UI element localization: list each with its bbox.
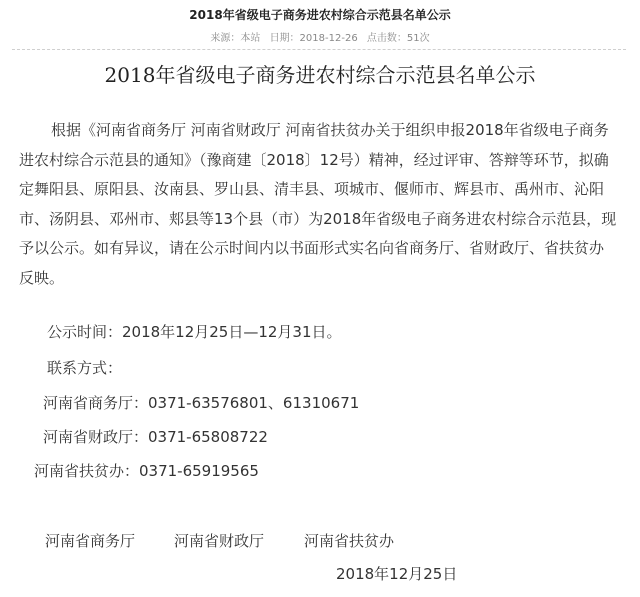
contact-label: 联系方式： <box>47 359 123 377</box>
signature-poverty: 河南省扶贫办 <box>304 532 395 550</box>
article-body-paragraph: 根据《河南省商务厅 河南省财政厅 河南省扶贫办关于组织申报2018年省级电子商务进农村综合示范县的通知》（豫商建〔2018〕12号）精神，经过评审、答辩等环节，拟确定舞阳县、原阳县、汝南县、罗山县、清丰县、项城市、偃师市、辉县市、禹州市、沁阳市、汤阴县、邓州市、郏县等13个县（市）为2018年省级电子商务进农村综合示范县，现予以公示。如有异议，请在公示时间内以书面形式实名向省商务厅、省财政厅、省扶贫办反映。 <box>19 121 617 287</box>
signature-finance: 河南省财政厅 <box>174 532 265 550</box>
header-divider <box>12 49 626 50</box>
contact-commerce: 河南省商务厅：0371-63576801、61310671 <box>43 394 360 412</box>
signature-date: 2018年12月25日 <box>336 565 458 583</box>
meta-date: 日期：2018-12-26 <box>269 33 358 44</box>
meta-views: 点击数：51次 <box>366 33 430 44</box>
article-title: 2018年省级电子商务进农村综合示范县名单公示 <box>104 63 536 87</box>
article-meta <box>0 33 640 45</box>
header-title: 2018年省级电子商务进农村综合示范县名单公示 <box>189 8 451 22</box>
contact-poverty: 河南省扶贫办：0371-65919565 <box>34 462 259 480</box>
meta-source: 来源：本站 <box>210 33 261 44</box>
contact-finance: 河南省财政厅：0371-65808722 <box>43 428 268 446</box>
signature-commerce: 河南省商务厅 <box>45 532 136 550</box>
announcement-period: 公示时间：2018年12月25日—12月31日。 <box>47 323 342 341</box>
